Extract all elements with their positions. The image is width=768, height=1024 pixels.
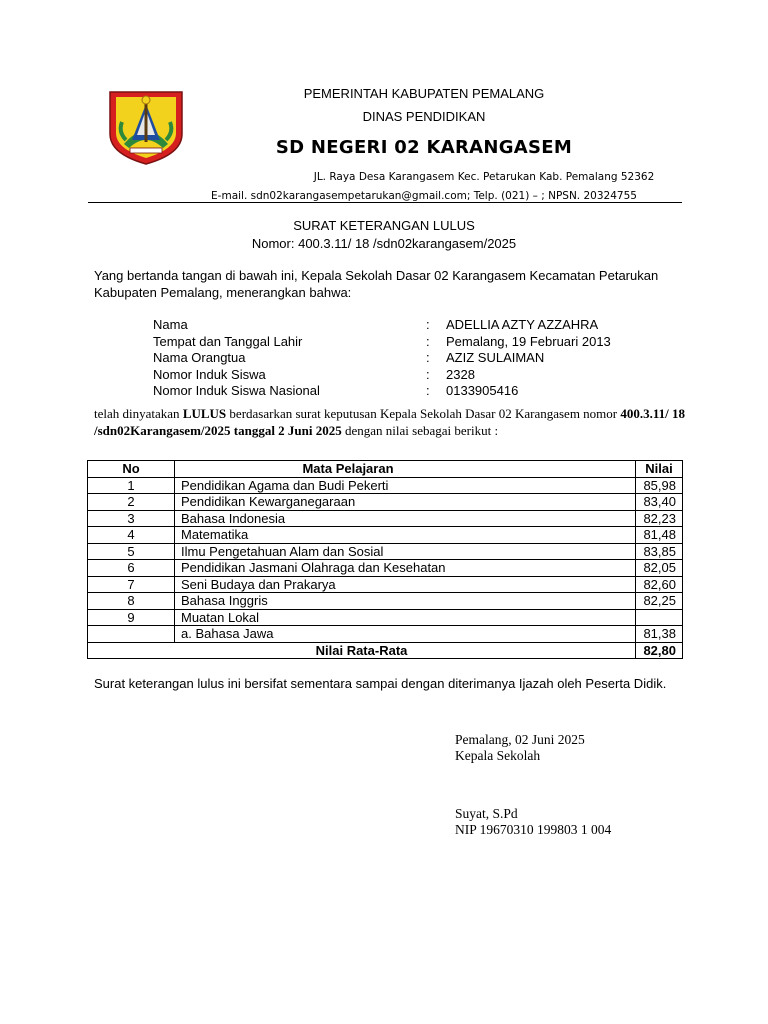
identity-label: Nomor Induk Siswa Nasional: [153, 383, 320, 398]
row-score: 82,25: [636, 593, 683, 610]
table-row: [88, 527, 683, 544]
row-subject: Pendidikan Kewarganegaraan: [175, 494, 636, 511]
table-row: [88, 593, 683, 610]
row-no: 3: [88, 510, 175, 527]
identity-row-parent: [153, 350, 673, 367]
government-name: PEMERINTAH KABUPATEN PEMALANG: [303, 86, 545, 101]
identity-value: Pemalang, 19 Februari 2013: [446, 333, 611, 349]
identity-label: Nomor Induk Siswa: [153, 366, 266, 382]
lulus-text: LULUS: [182, 406, 227, 421]
row-score: [636, 609, 683, 626]
average-score: 82,80: [636, 642, 683, 659]
table-header-row: [88, 461, 683, 478]
student-identity: [153, 317, 673, 400]
row-no: 6: [88, 560, 175, 577]
table-row: [88, 609, 683, 626]
identity-value: ADELLIA AZTY AZZAHRA: [446, 317, 599, 332]
document-number: Nomor: 400.3.11/ 18 /sdn02karangasem/2025: [251, 236, 517, 251]
document-title: SURAT KETERANGAN LULUS: [293, 218, 475, 233]
row-no: 7: [88, 576, 175, 593]
identity-row-nisn: [153, 383, 673, 400]
identity-label: Nama: [153, 317, 188, 332]
row-no: 9: [88, 609, 175, 626]
header-score: Nilai: [636, 461, 683, 478]
graduation-statement: [94, 405, 694, 439]
identity-value: 0133905416: [446, 383, 519, 398]
row-no: 5: [88, 543, 175, 560]
school-contact: E-mail. sdn02karangasempetarukan@gmail.com; Telp. (021) – ; NPSN. 20324755: [211, 190, 637, 202]
table-row: [88, 543, 683, 560]
table-row: [88, 494, 683, 511]
row-no: 2: [88, 494, 175, 511]
grades-table: [87, 460, 683, 659]
row-score: 81,38: [636, 626, 683, 643]
statement-text: telah dinyatakan: [94, 406, 183, 421]
school-name: SD NEGERI 02 KARANGASEM: [275, 137, 573, 158]
row-score: 83,40: [636, 494, 683, 511]
table-row: [88, 560, 683, 577]
identity-label: Nama Orangtua: [153, 350, 246, 365]
row-score: 81,48: [636, 527, 683, 544]
row-subject: a. Bahasa Jawa: [175, 626, 636, 643]
identity-row-birth: [153, 334, 673, 351]
row-subject: Matematika: [175, 527, 636, 544]
identity-colon: :: [426, 333, 430, 349]
header-subject: Mata Pelajaran: [175, 461, 636, 478]
header-no: No: [88, 461, 175, 478]
row-score: 85,98: [636, 477, 683, 494]
row-subject: Pendidikan Jasmani Olahraga dan Kesehatan: [175, 560, 636, 577]
signer-nip: NIP 19670310 199803 1 004: [455, 822, 612, 837]
row-subject: Seni Budaya dan Prakarya: [175, 576, 636, 593]
table-row: [88, 477, 683, 494]
table-row: [88, 626, 683, 643]
row-score: 83,85: [636, 543, 683, 560]
table-row: [88, 576, 683, 593]
school-address: JL. Raya Desa Karangasem Kec. Petarukan Kab. Pemalang 52362: [313, 171, 655, 183]
row-no: 1: [88, 477, 175, 494]
identity-colon: :: [426, 350, 430, 365]
row-score: 82,05: [636, 560, 683, 577]
row-subject: Bahasa Inggris: [175, 593, 636, 610]
identity-row-name: [153, 317, 673, 334]
row-no: [88, 626, 175, 643]
identity-colon: :: [426, 317, 430, 332]
row-no: 4: [88, 527, 175, 544]
signer-name: Suyat, S.Pd: [455, 806, 518, 821]
identity-value: 2328: [446, 366, 475, 382]
letterhead-divider: [88, 202, 682, 203]
intro-paragraph: Yang bertanda tangan di bawah ini, Kepala Sekolah Dasar 02 Karangasem Kecamatan Petarukan Kabupaten Pemalang, menerangkan bahwa:: [94, 268, 659, 300]
department-name: DINAS PENDIDIKAN: [362, 109, 486, 124]
statement-text: berdasarkan surat keputusan Kepala Sekolah Dasar 02 Karangasem nomor: [226, 406, 621, 421]
identity-colon: :: [426, 383, 430, 398]
average-row: [88, 642, 683, 659]
identity-value: AZIZ SULAIMAN: [446, 350, 545, 365]
row-score: 82,60: [636, 576, 683, 593]
closing-paragraph: Surat keterangan lulus ini bersifat sementara sampai dengan diterimanya Ijazah oleh Peserta Didik.: [94, 676, 667, 691]
row-subject: Pendidikan Agama dan Budi Pekerti: [175, 477, 636, 494]
identity-label: Tempat dan Tanggal Lahir: [153, 333, 303, 349]
row-subject: Muatan Lokal: [175, 609, 636, 626]
identity-colon: :: [426, 366, 430, 382]
average-label: Nilai Rata-Rata: [88, 642, 636, 659]
statement-text: dengan nilai sebagai berikut :: [341, 423, 499, 438]
row-subject: Bahasa Indonesia: [175, 510, 636, 527]
row-subject: Ilmu Pengetahuan Alam dan Sosial: [175, 543, 636, 560]
sign-place-date: Pemalang, 02 Juni 2025: [455, 732, 585, 747]
identity-row-nis: [153, 367, 673, 384]
sign-position: Kepala Sekolah: [455, 748, 541, 763]
decree-reference: 400.3.11/ 18 /sdn02Karangasem/2025 tanggal 2 Juni 2025: [94, 406, 686, 438]
row-no: 8: [88, 593, 175, 610]
table-row: [88, 510, 683, 527]
row-score: 82,23: [636, 510, 683, 527]
